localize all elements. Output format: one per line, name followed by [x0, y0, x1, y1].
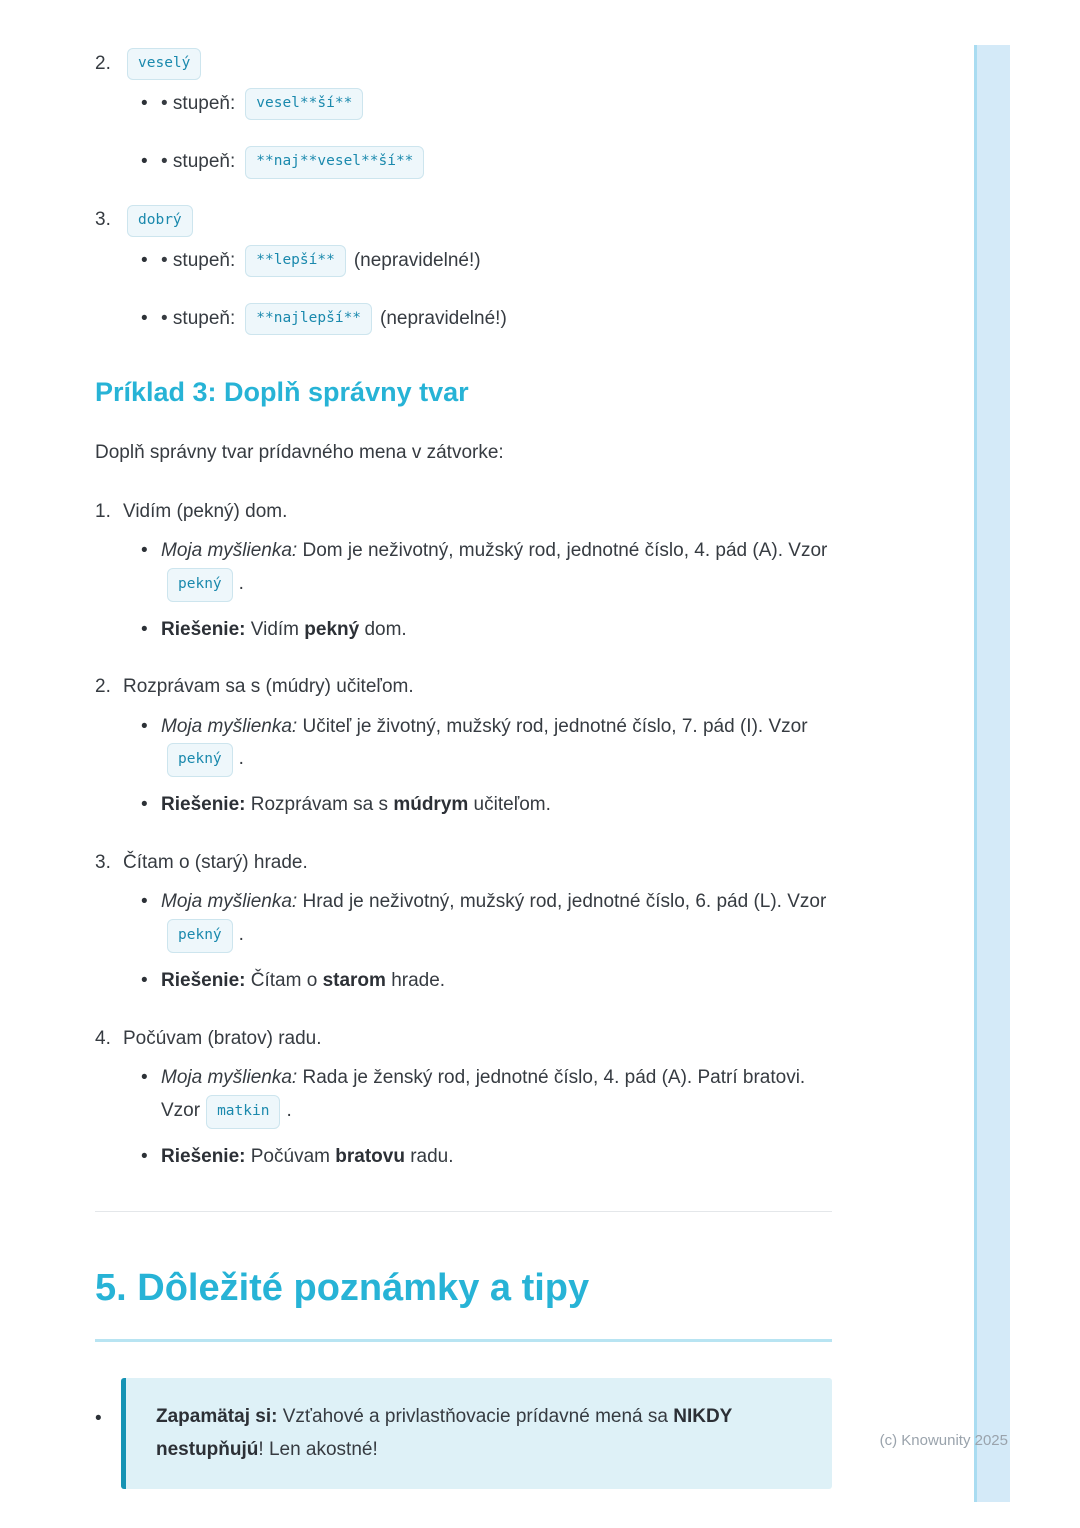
example-number: 4.: [95, 1027, 111, 1049]
bullet-icon: [141, 614, 161, 647]
callout-label: Zapamätaj si:: [156, 1406, 278, 1428]
thought-row: [141, 535, 832, 602]
vzor-chip: matkin: [206, 1095, 280, 1129]
thought-end: .: [238, 572, 244, 594]
thought-text: Hrad je neživotný, mužský rod, jednotné číslo, 6. pád (L). Vzor: [297, 891, 827, 913]
solution-label: Riešenie:: [161, 1145, 246, 1167]
solution-row: [141, 965, 832, 998]
bullet-icon: [141, 246, 161, 276]
thought-row: [141, 711, 832, 778]
footer-credit: (c) Knowunity 2025: [879, 1432, 1008, 1449]
thought-row: [141, 886, 832, 953]
vzor-chip: pekný: [167, 568, 233, 602]
example-title: Vidím (pekný) dom.: [123, 500, 288, 522]
solution-post: radu.: [404, 1145, 454, 1167]
solution-bold: bratovu: [335, 1145, 405, 1167]
thought-end: .: [286, 1099, 292, 1121]
solution-label: Riešenie:: [161, 618, 246, 640]
bullet-icon: [141, 711, 161, 778]
thought-end: .: [238, 748, 244, 770]
bullet-icon: [141, 147, 161, 177]
bullet-icon: [141, 789, 161, 822]
bullet-icon: [141, 886, 161, 953]
callout-bold: NIKDY nestupňujú: [156, 1406, 733, 1461]
example-number: 2.: [95, 676, 111, 698]
callout-row: [95, 1378, 832, 1489]
example-item: [95, 672, 832, 822]
solution-post: hrade.: [385, 970, 446, 992]
thought-row: [141, 1062, 832, 1129]
bullet-icon: [141, 965, 161, 998]
example-title: Rozprávam sa s (múdry) učiteľom.: [123, 676, 414, 698]
example-number: 1.: [95, 500, 111, 522]
solution-pre: Čítam o: [245, 970, 323, 992]
solution-post: dom.: [359, 618, 407, 640]
solution-bold: starom: [322, 970, 386, 992]
example3-intro: Doplň správny tvar prídavného mena v zátvorke:: [95, 442, 504, 464]
example-number: 3.: [95, 852, 111, 874]
step-label: • stupeň:: [161, 307, 236, 329]
vzor-chip: pekný: [167, 743, 233, 777]
bullet-icon: [141, 1141, 161, 1174]
solution-row: [141, 1141, 832, 1174]
bullet-icon: [141, 304, 161, 334]
solution-label: Riešenie:: [161, 794, 246, 816]
grade-number: 3.: [95, 209, 111, 231]
bullet-icon: [141, 1062, 161, 1129]
step-label: • stupeň:: [161, 249, 236, 271]
example-title: Čítam o (starý) hrade.: [123, 852, 308, 874]
solution-pre: Rozprávam sa s: [245, 794, 394, 816]
section-divider: [95, 1211, 832, 1212]
step-row: [141, 88, 832, 120]
thought-label: Moja myšlienka:: [161, 891, 298, 913]
callout-text: Vzťahové a privlastňovacie prídavné mená sa: [277, 1406, 674, 1428]
thought-end: .: [238, 924, 244, 946]
grade-term-chip: dobrý: [127, 205, 193, 237]
bullet-icon: [141, 89, 161, 119]
solution-pre: Počúvam: [245, 1145, 336, 1167]
step-chip: **naj**vesel**ší**: [245, 146, 424, 178]
example-item: [95, 1024, 832, 1174]
example-item: [95, 848, 832, 998]
thought-text: Rada je ženský rod, jednotné číslo, 4. pád (A). Patrí bratovi. Vzor: [161, 1067, 806, 1121]
grade-number: 2.: [95, 52, 111, 74]
step-note: (nepravidelné!): [380, 307, 507, 329]
solution-row: [141, 789, 832, 822]
grade-item: [95, 205, 832, 336]
solution-label: Riešenie:: [161, 970, 246, 992]
step-row: [141, 146, 832, 178]
solution-row: [141, 614, 832, 647]
example-item: [95, 497, 832, 647]
bullet-icon: [141, 535, 161, 602]
thought-label: Moja myšlienka:: [161, 540, 298, 562]
section5-heading: 5. Dôležité poznámky a tipy: [95, 1258, 832, 1342]
right-scrollbar[interactable]: [974, 45, 1010, 1502]
thought-text: Dom je neživotný, mužský rod, jednotné číslo, 4. pád (A). Vzor: [297, 540, 828, 562]
step-note: (nepravidelné!): [353, 249, 481, 271]
solution-post: učiteľom.: [468, 794, 551, 816]
document-content: [95, 48, 832, 1489]
thought-label: Moja myšlienka:: [161, 715, 298, 737]
solution-bold: múdrym: [393, 794, 469, 816]
step-chip: vesel**ší**: [245, 88, 363, 120]
thought-text: Učiteľ je životný, mužský rod, jednotné číslo, 7. pád (I). Vzor: [297, 715, 808, 737]
vzor-chip: pekný: [167, 919, 233, 953]
thought-label: Moja myšlienka:: [161, 1067, 298, 1089]
step-row: [141, 245, 832, 277]
step-row: [141, 303, 832, 335]
solution-pre: Vidím: [245, 618, 305, 640]
step-label: • stupeň:: [161, 151, 236, 173]
example3-heading: Príklad 3: Doplň správny tvar: [95, 377, 469, 408]
callout-text: ! Len akostné!: [258, 1439, 378, 1461]
solution-bold: pekný: [304, 618, 360, 640]
callout: [121, 1378, 832, 1489]
step-chip: **najlepší**: [245, 303, 372, 335]
grade-term-chip: veselý: [127, 48, 201, 80]
step-label: • stupeň:: [161, 93, 236, 115]
bullet-icon: [95, 1378, 115, 1489]
example-title: Počúvam (bratov) radu.: [123, 1027, 322, 1049]
grade-item: [95, 48, 832, 179]
step-chip: **lepší**: [245, 245, 346, 277]
